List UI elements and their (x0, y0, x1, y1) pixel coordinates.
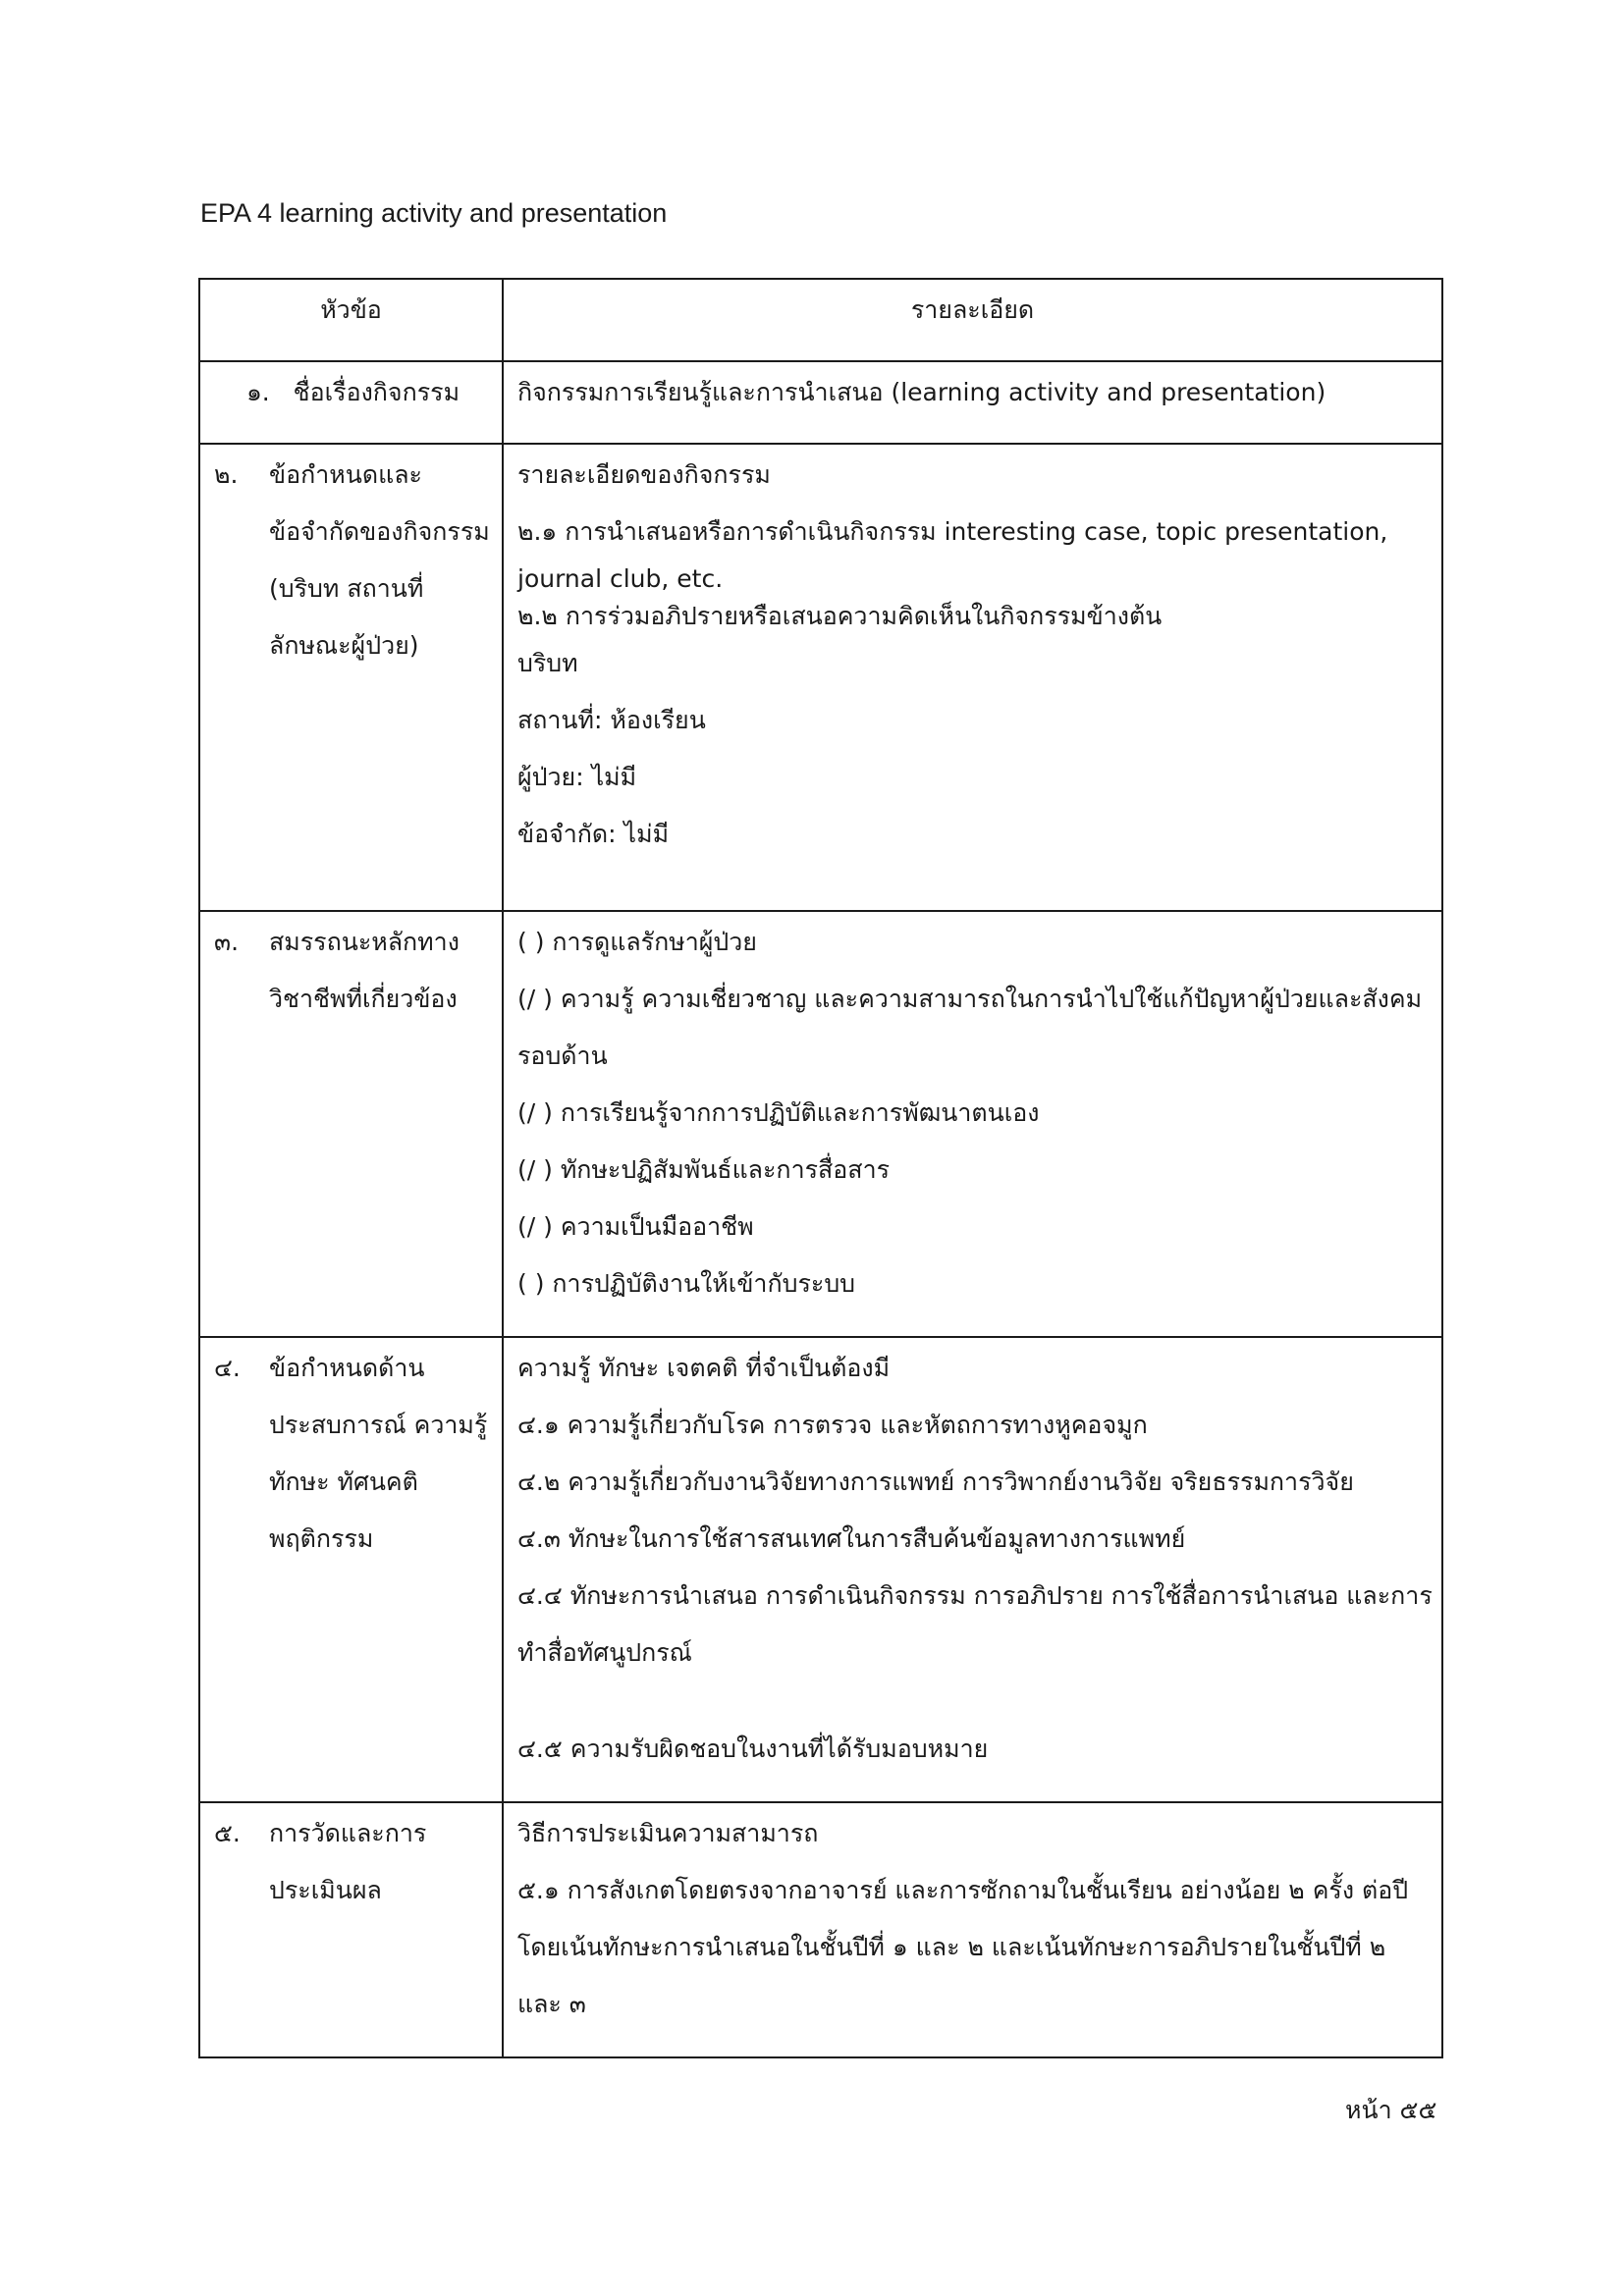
topic-number: ๓. (214, 928, 240, 956)
topic-cell (199, 361, 503, 444)
table-row (199, 361, 1442, 444)
detail-line: ๕.๑ การสังเกตโดยตรงจากอาจารย์ และการซักถามในชั้นเรียน อย่างน้อย ๒ ครั้ง ต่อปี (517, 1876, 1409, 1904)
topic-cell (199, 1337, 503, 1802)
detail-line: ผู้ป่วย: ไม่มี (517, 763, 637, 791)
topic-label: การวัดและการ (269, 1819, 427, 1847)
detail-line: ทำสื่อทัศนูปกรณ์ (517, 1638, 692, 1667)
detail-line: โดยเน้นทักษะการนำเสนอในชั้นปีที่ ๑ และ ๒ และเน้นทักษะการอภิปรายในชั้นปีที่ ๒ (517, 1933, 1386, 1961)
detail-line: และ ๓ (517, 1990, 586, 2018)
table-row (199, 911, 1442, 1337)
detail-line: ๒.๑ การนำเสนอหรือการดำเนินกิจกรรม interesting case, topic presentation, (517, 517, 1388, 546)
detail-line: กิจกรรมการเรียนรู้และการนำเสนอ (learning activity and presentation) (517, 378, 1326, 406)
table-row (199, 1802, 1442, 2057)
blank-line (517, 1682, 1432, 1721)
detail-line: ๔.๓ ทักษะในการใช้สารสนเทศในการสืบค้นข้อมูลทางการแพทย์ (517, 1524, 1186, 1553)
topic-cell (199, 1802, 503, 2057)
competency-item: (/ ) ทักษะปฏิสัมพันธ์และการสื่อสาร (517, 1155, 891, 1184)
topic-label: ชื่อเรื่องกิจกรรม (293, 378, 460, 406)
detail-line: บริบท (517, 649, 578, 677)
detail-line: ข้อจำกัด: ไม่มี (517, 820, 670, 848)
detail-cell (503, 1337, 1442, 1802)
competency-item: (/ ) ความรู้ ความเชี่ยวชาญ และความสามารถในการนำไปใช้แก้ปัญหาผู้ป่วยและสังคม (517, 985, 1423, 1013)
header-detail: รายละเอียด (503, 279, 1442, 361)
detail-cell (503, 361, 1442, 444)
detail-line: ๔.๒ ความรู้เกี่ยวกับงานวิจัยทางการแพทย์ การวิพากย์งานวิจัย จริยธรรมการวิจัย (517, 1468, 1354, 1496)
header-topic: หัวข้อ (199, 279, 503, 361)
topic-number: ๒. (214, 460, 239, 489)
competency-item: (/ ) การเรียนรู้จากการปฏิบัติและการพัฒนาตนเอง (517, 1098, 1040, 1127)
detail-line: รายละเอียดของกิจกรรม (517, 460, 771, 489)
topic-label: (บริบท สถานที่ (269, 574, 424, 603)
table-row (199, 444, 1442, 911)
topic-heading (214, 1805, 492, 1862)
topic-label: ข้อกำหนดและ (269, 460, 422, 489)
topic-label: ประเมินผล (269, 1876, 382, 1904)
detail-line: วิธีการประเมินความสามารถ (517, 1819, 819, 1847)
table-header-row (199, 279, 1442, 361)
detail-line: ๔.๕ ความรับผิดชอบในงานที่ได้รับมอบหมาย (517, 1735, 989, 1763)
detail-line: ๔.๑ ความรู้เกี่ยวกับโรค การตรวจ และหัตถการทางหูคอจมูก (517, 1411, 1148, 1439)
competency-item: ( ) การปฏิบัติงานให้เข้ากับระบบ (517, 1269, 856, 1298)
detail-cell (503, 911, 1442, 1337)
epa-table (198, 278, 1443, 2058)
document-title: EPA 4 learning activity and presentation (200, 198, 668, 228)
topic-label: พฤติกรรม (269, 1524, 374, 1553)
topic-label: สมรรถนะหลักทาง (269, 928, 460, 956)
detail-line: สถานที่: ห้องเรียน (517, 706, 706, 734)
topic-label: ข้อกำหนดด้าน (269, 1354, 425, 1382)
competency-item: รอบด้าน (517, 1041, 608, 1070)
detail-line: ความรู้ ทักษะ เจตคติ ที่จำเป็นต้องมี (517, 1354, 891, 1382)
topic-label: ข้อจำกัดของกิจกรรม (269, 517, 490, 546)
detail-line: ๒.๒ การร่วมอภิปรายหรือเสนอความคิดเห็นในกิจกรรมข้างต้น (517, 602, 1163, 630)
page-number: หน้า ๕๕ (1345, 2096, 1437, 2124)
topic-label: ลักษณะผู้ป่วย) (269, 631, 419, 660)
topic-label: วิชาชีพที่เกี่ยวข้อง (269, 985, 458, 1013)
detail-line: journal club, etc. (517, 564, 724, 593)
topic-heading (214, 364, 492, 421)
topic-number: ๑. (245, 378, 270, 406)
topic-cell (199, 911, 503, 1337)
table-row (199, 1337, 1442, 1802)
detail-line: ๔.๔ ทักษะการนำเสนอ การดำเนินกิจกรรม การอภิปราย การใช้สื่อการนำเสนอ และการ (517, 1581, 1433, 1610)
topic-heading (214, 914, 492, 971)
detail-cell (503, 1802, 1442, 2057)
topic-number: ๕. (214, 1819, 241, 1847)
topic-label: ประสบการณ์ ความรู้ (269, 1411, 488, 1439)
detail-cell (503, 444, 1442, 911)
topic-heading (214, 447, 492, 504)
topic-heading (214, 1340, 492, 1397)
competency-item: ( ) การดูแลรักษาผู้ป่วย (517, 928, 757, 956)
topic-number: ๔. (214, 1354, 241, 1382)
topic-label: ทักษะ ทัศนคติ (269, 1468, 418, 1496)
competency-item: (/ ) ความเป็นมืออาชีพ (517, 1212, 754, 1241)
topic-cell (199, 444, 503, 911)
